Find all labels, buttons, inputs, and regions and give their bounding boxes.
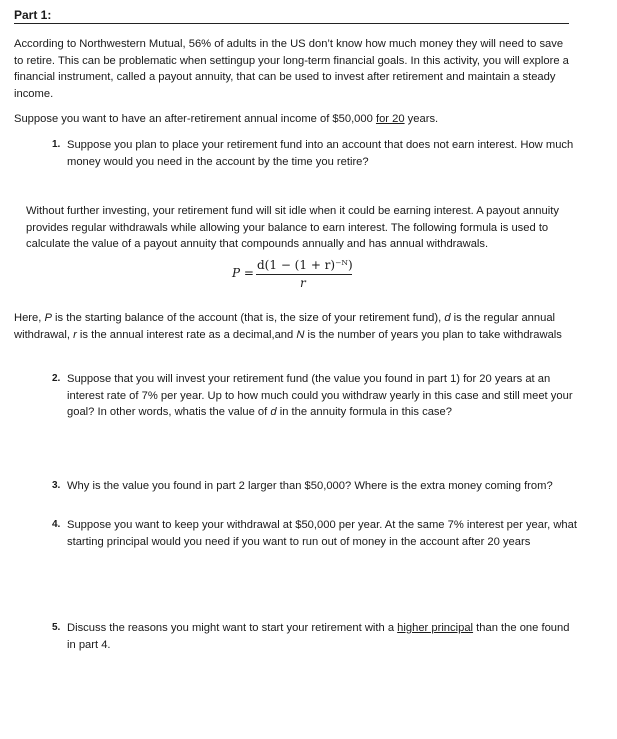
question-text-part: Discuss the reasons you might want to start your retirement with a [67, 622, 398, 634]
question-text: Why is the value you found in part 2 larger than $50,000? Where is the extra money coming from? [67, 480, 553, 492]
part-title: Part 1: [14, 8, 52, 22]
variable-n: N [296, 328, 305, 341]
question-4 [52, 517, 577, 550]
variable-d: d [270, 406, 277, 419]
definitions-text: is the annual interest rate as a decimal,and [76, 328, 297, 341]
definitions-text: is the starting balance of the account (that is, the size of your retirement fund), [51, 312, 445, 324]
income-goal-text-end: years. [404, 113, 439, 125]
question-number: 2. [52, 373, 61, 384]
variable-r: r [73, 328, 77, 341]
variable-p: P [44, 312, 52, 324]
question-text-part: than the one found in part 4. [67, 622, 570, 651]
question-number: 4. [52, 519, 61, 530]
income-goal-text: Suppose you want to have an after-retirement annual income of $50,000 [14, 113, 376, 125]
underlined-phrase: higher principal [397, 622, 474, 634]
intro-paragraph: According to Northwestern Mutual, 56% of adults in the US don’t know how much money they will need to save to retire. This can be problematic when settingup your long-term financial goals. In this activity, you will explore a financial instrument, called a payout annuity, that can be used to invest after retirement and maintain a steady income. [14, 38, 569, 100]
question-text-part: in the annuity formula in this case? [276, 406, 452, 419]
question-3 [52, 478, 577, 495]
definitions-text: is the number of years you plan to take withdrawals [304, 328, 562, 341]
formula-numerator: d(1 − (1 + r)⁻ᴺ) [257, 258, 353, 272]
question-1 [52, 137, 577, 170]
income-goal-underlined: for 20 [375, 113, 405, 125]
variable-d: d [444, 312, 451, 324]
question-text [67, 620, 577, 653]
definitions-text: Here, [14, 312, 45, 324]
question-number: 3. [52, 480, 61, 491]
variable-definitions-paragraph [14, 310, 580, 343]
annuity-explanation-paragraph: Without further investing, your retirement fund will sit idle when it could be earning interest. A payout annuity provides regular withdrawals while allowing your balance to earn interest. The following formula is used to calculate the value of a payout annuity that compounds annually and has annual withdrawals. [26, 205, 559, 251]
question-text: Suppose you plan to place your retirement fund into an account that does not earn interest. How much money would you need in the account by the time you retire? [67, 139, 574, 168]
definitions-text: is the regular annual withdrawal, [14, 312, 556, 341]
question-text-part: Suppose that you will invest your retirement fund (the value you found in part 1) for 20 years at an interest rate of 7% per year. Up to how much could you withdraw yearly in this case and still meet your goal? In other words, whatis the value of [67, 373, 573, 419]
question-text [67, 371, 577, 421]
question-number: 5. [52, 622, 61, 633]
annuity-formula [232, 257, 372, 291]
question-number: 1. [52, 139, 61, 150]
formula-lhs: P = [232, 266, 254, 280]
question-2 [52, 371, 577, 421]
formula-denominator: r [300, 276, 306, 290]
question-text: Suppose you want to keep your withdrawal at $50,000 per year. At the same 7% interest per year, what starting principal would you need if you want to run out of money in the account after 20 years [67, 519, 577, 548]
title-divider [14, 23, 569, 24]
income-goal-paragraph [14, 111, 570, 128]
question-5 [52, 620, 577, 653]
